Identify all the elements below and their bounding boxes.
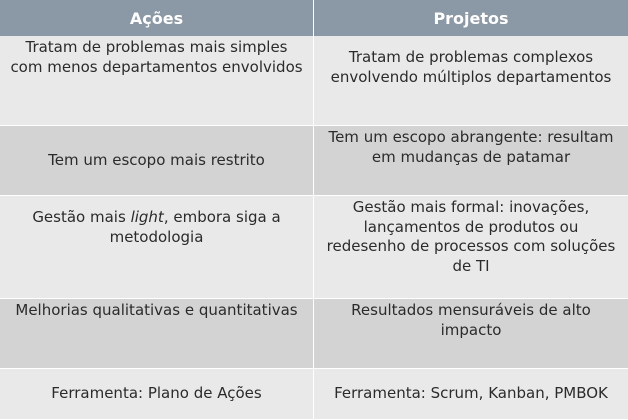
row-5-acoes-cell: [0, 369, 314, 420]
row-3-acoes-prefix: Gestão mais: [32, 208, 131, 226]
header-acoes: [0, 0, 314, 36]
row-5-projetos-text: Ferramenta: Scrum, Kanban, PMBOK: [334, 384, 608, 403]
row-3-acoes-cell: [0, 196, 314, 299]
row-4-projetos-text: Resultados mensuráveis de alto impacto: [351, 301, 591, 339]
row-1-acoes-text: Tratam de problemas mais simples com menos departamentos envolvidos: [10, 38, 303, 76]
row-3-projetos-cell: [314, 196, 628, 299]
row-4-acoes-text: Melhorias qualitativas e quantitativas: [15, 301, 298, 319]
row-2-projetos-text: Tem um escopo abrangente: resultam em mudanças de patamar: [328, 128, 614, 166]
row-3-acoes-text: [10, 208, 303, 247]
row-3-acoes-italic: light: [130, 208, 164, 226]
row-1-projetos-cell: [314, 36, 628, 126]
row-2-acoes-text: Tem um escopo mais restrito: [48, 150, 265, 169]
row-3-projetos-text: Gestão mais formal: inovações, lançamentos de produtos ou redesenho de processos com soluções de TI: [326, 198, 616, 275]
row-4-acoes-cell: [0, 299, 314, 369]
row-3-acoes-suffix: , embora siga a metodologia: [109, 208, 281, 246]
header-acoes-label: Ações: [129, 8, 184, 28]
row-2-acoes-cell: [0, 126, 314, 196]
header-projetos-label: Projetos: [433, 8, 509, 28]
row-5-acoes-text: Ferramenta: Plano de Ações: [51, 384, 262, 403]
header-projetos: [314, 0, 628, 36]
row-1-projetos-text: Tratam de problemas complexos envolvendo múltiplos departamentos: [330, 48, 612, 86]
row-1-acoes-cell: [0, 36, 314, 126]
row-4-projetos-cell: [314, 299, 628, 369]
row-2-projetos-cell: [314, 126, 628, 196]
row-5-projetos-cell: [314, 369, 628, 420]
